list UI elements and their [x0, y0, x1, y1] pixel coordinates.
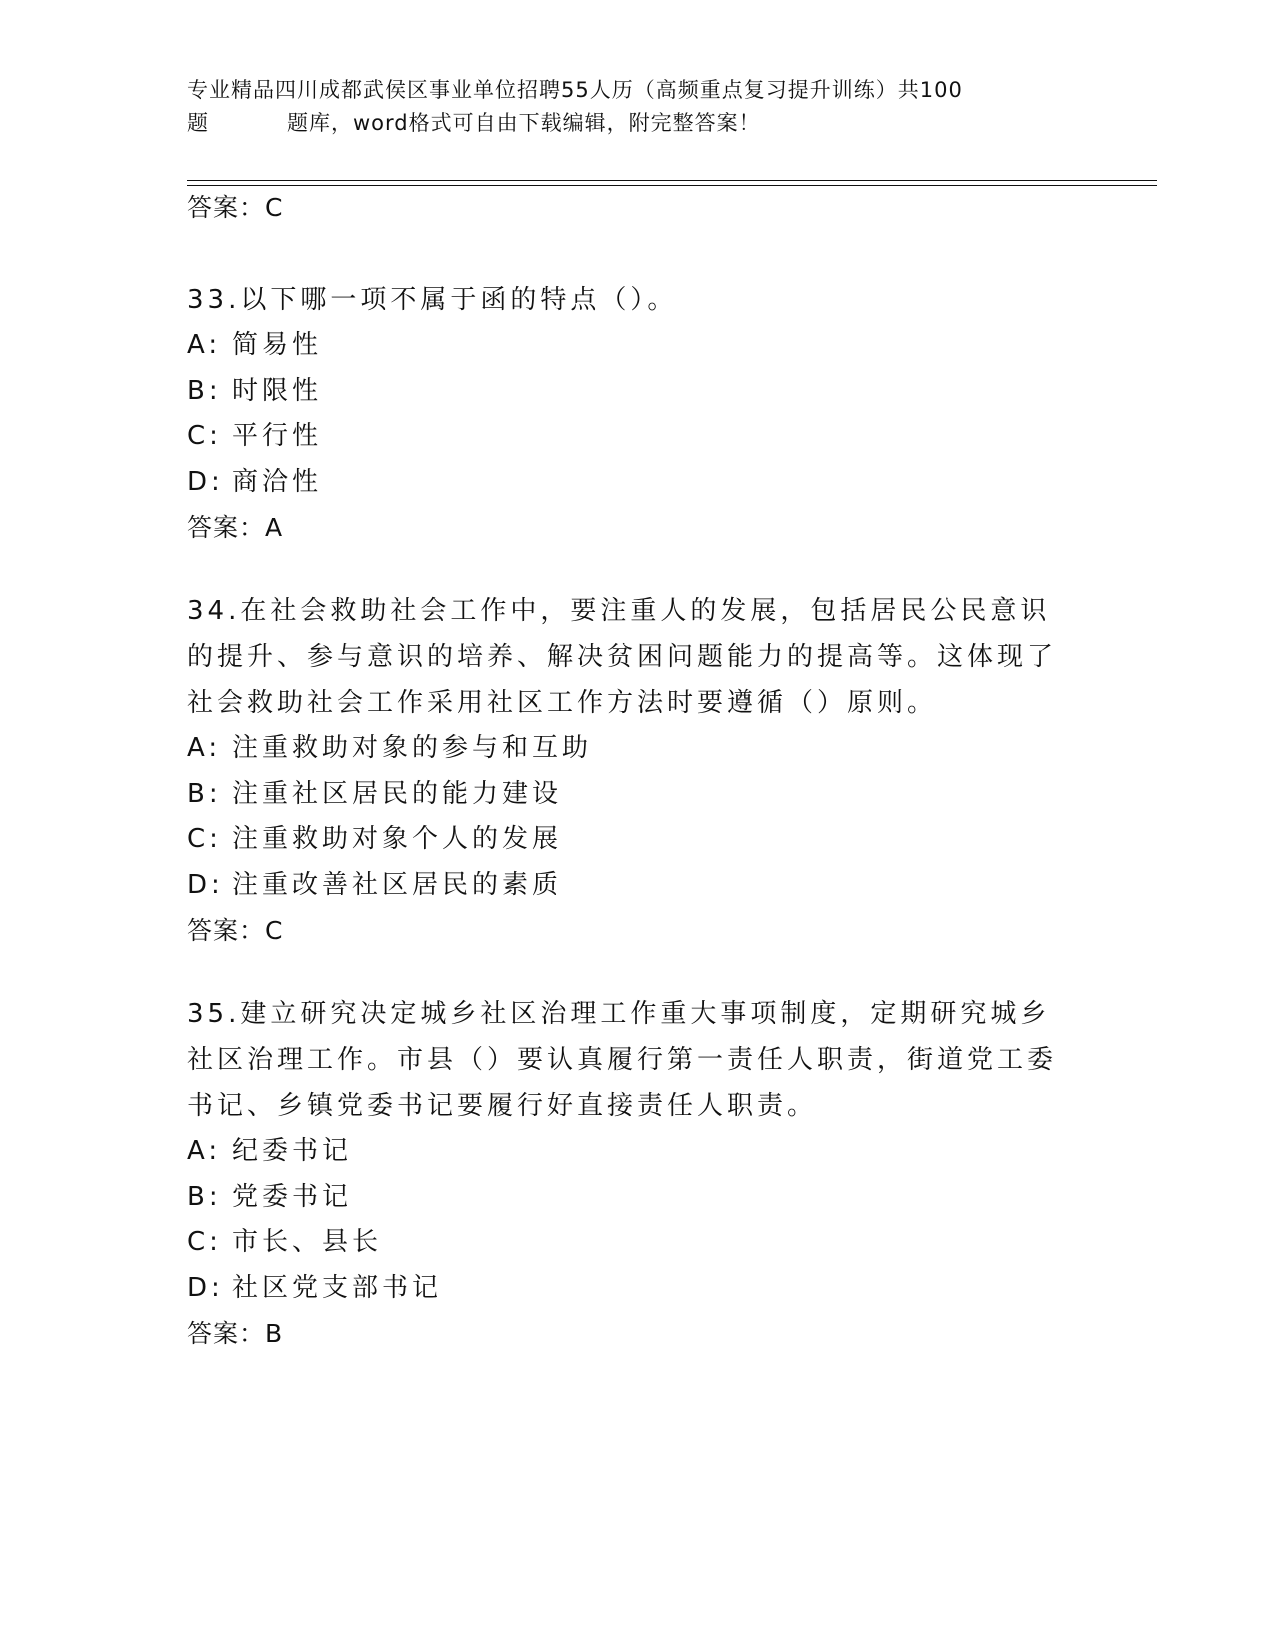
option-text: 注重救助对象的参与和互助	[232, 733, 593, 763]
option-b	[187, 1175, 1077, 1221]
option-text: 注重改善社区居民的素质	[232, 869, 563, 900]
option-d	[187, 460, 1077, 506]
option-d	[187, 863, 1077, 909]
header-title-line2	[187, 107, 1067, 140]
option-label: D:	[187, 1272, 224, 1303]
option-label: D:	[187, 869, 224, 900]
question-33	[187, 277, 1077, 551]
option-d	[187, 1266, 1077, 1312]
option-label: C:	[187, 1227, 222, 1257]
option-text: 党委书记	[232, 1181, 353, 1212]
option-text: 注重社区居民的能力建设	[232, 778, 563, 809]
option-label: A:	[187, 330, 222, 360]
question-stem: 34.在社会救助社会工作中，要注重人的发展，包括居民公民意识的提升、参与意识的培养、解决贫困问题能力的提高等。这体现了社会救助社会工作采用社区工作方法时要遵循（）原则。	[187, 596, 1058, 718]
option-text: 社区党支部书记	[232, 1272, 443, 1303]
option-text: 纪委书记	[232, 1136, 353, 1166]
question-stem: 33.以下哪一项不属于函的特点（）。	[187, 285, 678, 315]
question-stem: 35.建立研究决定城乡社区治理工作重大事项制度，定期研究城乡社区治理工作。市县（）要认真履行第一责任人职责，街道党工委书记、乡镇党委书记要履行好直接责任人职责。	[187, 999, 1058, 1121]
option-label: A:	[187, 1136, 222, 1166]
option-label: A:	[187, 733, 222, 763]
option-b	[187, 369, 1077, 415]
header-divider-top	[187, 180, 1157, 181]
option-label: B:	[187, 375, 222, 406]
option-label: B:	[187, 1181, 222, 1212]
option-c	[187, 414, 1077, 460]
option-a	[187, 726, 1077, 772]
option-c	[187, 817, 1077, 863]
option-text: 商洽性	[232, 466, 323, 497]
question-34	[187, 588, 1077, 954]
option-a	[187, 323, 1077, 369]
option-text: 平行性	[232, 421, 323, 451]
question-answer: 答案：B	[187, 1319, 284, 1348]
question-35	[187, 991, 1077, 1357]
header-title-line2-tail: 题库，word格式可自由下载编辑，附完整答案！	[287, 111, 761, 135]
option-a	[187, 1129, 1077, 1175]
option-label: B:	[187, 778, 222, 809]
previous-answer: 答案：C	[187, 193, 284, 222]
option-text: 时限性	[232, 375, 323, 406]
option-text: 市长、县长	[232, 1227, 383, 1257]
question-answer: 答案：A	[187, 513, 284, 542]
header-divider-bottom	[187, 185, 1157, 186]
option-text: 注重救助对象个人的发展	[232, 824, 563, 854]
option-label: C:	[187, 421, 222, 451]
question-answer: 答案：C	[187, 916, 284, 945]
header-title-line2-head: 题	[187, 111, 209, 135]
option-text: 简易性	[232, 330, 323, 360]
option-b	[187, 772, 1077, 818]
option-label: D:	[187, 466, 224, 497]
page-header	[187, 74, 1067, 140]
option-c	[187, 1220, 1077, 1266]
header-title-line1: 专业精品四川成都武侯区事业单位招聘55人历（高频重点复习提升训练）共100	[187, 78, 963, 102]
option-label: C:	[187, 824, 222, 854]
